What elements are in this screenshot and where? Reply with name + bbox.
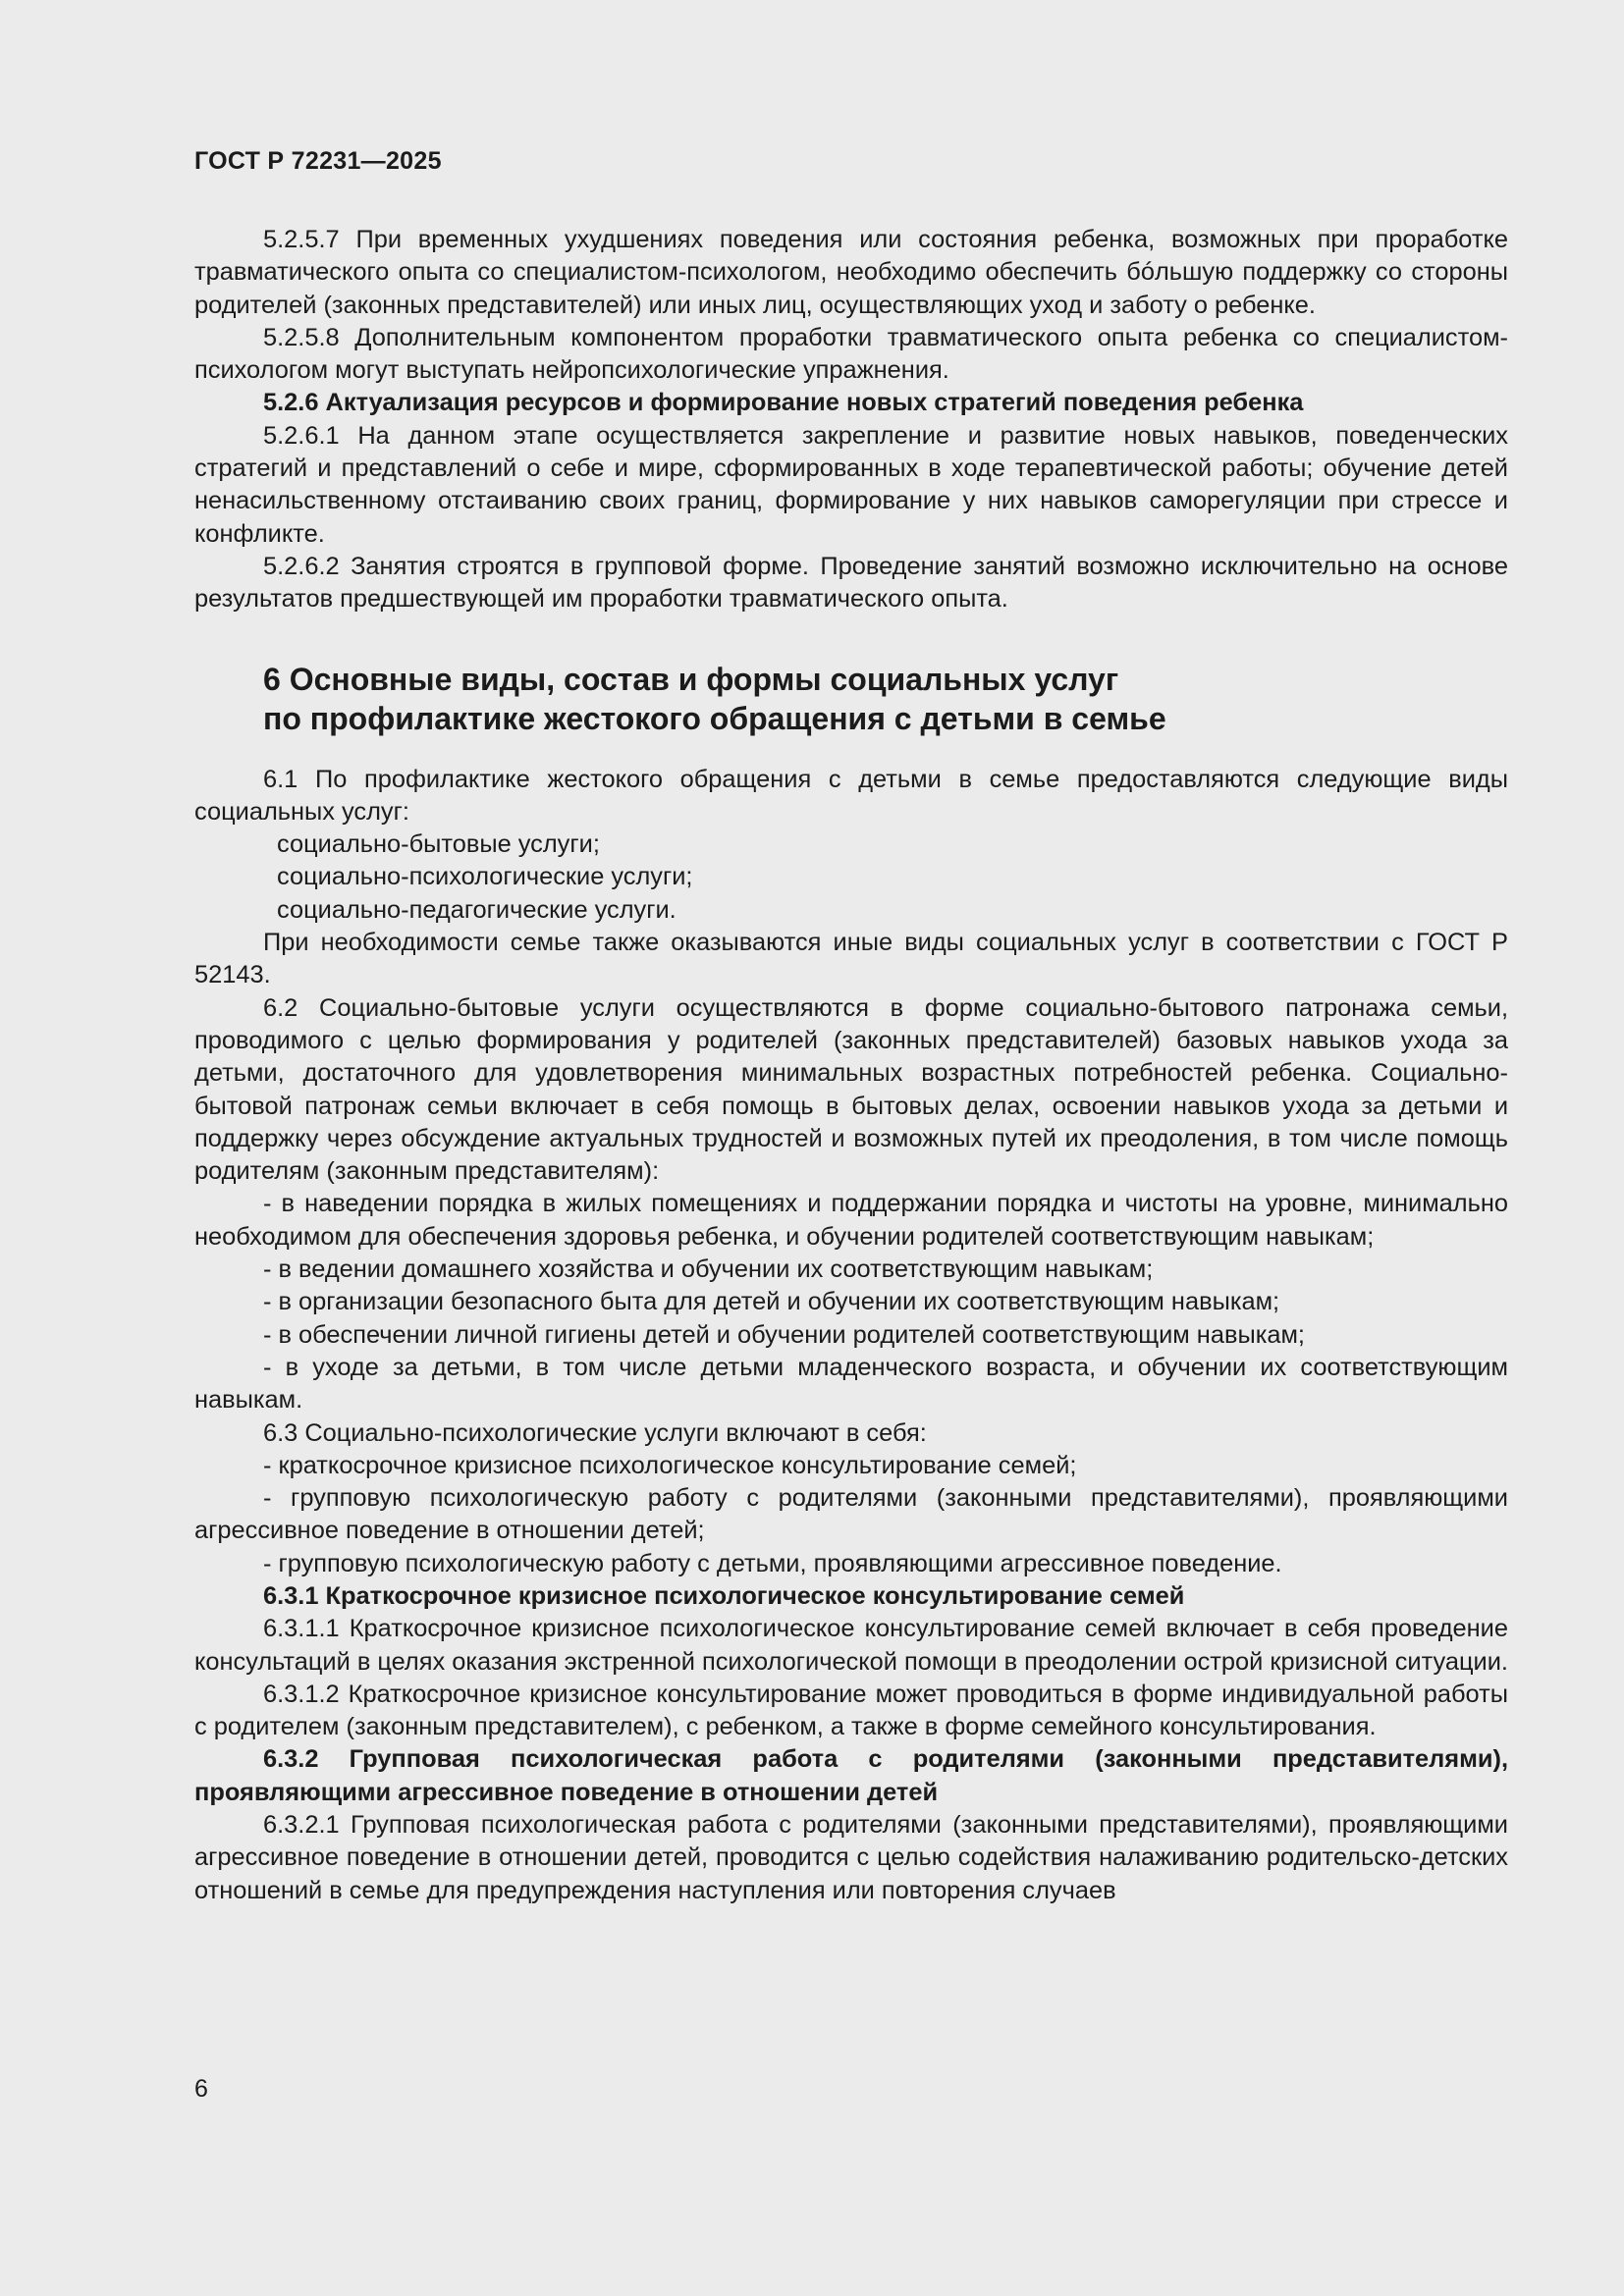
section-title-line-1: 6 Основные виды, состав и формы социальных услуг	[263, 661, 1119, 697]
page-number: 6	[194, 2075, 208, 2103]
list-item: - в обеспечении личной гигиены детей и обучении родителей соответствующим навыкам;	[263, 1320, 1305, 1349]
list-item: - краткосрочное кризисное психологическое консультирование семей;	[263, 1451, 1077, 1479]
list-item: - в наведении порядка в жилых помещениях и поддержании порядка и чистоты на уровне, минимально необходимом для обеспечения здоровья ребенка, и обучении родителей соответствующим навыкам;	[194, 1190, 1508, 1251]
paragraph-6-1-extra: При необходимости семье также оказываются иные виды социальных услуг в соответствии с ГОСТ Р 52143.	[194, 929, 1508, 989]
paragraph-6-3-1-2: 6.3.1.2 Краткосрочное кризисное консультирование может проводиться в форме индивидуальной работы с родителем (законным представителем), с ребенком, а также в форме семейного консультирования.	[194, 1680, 1508, 1741]
paragraph-5-2-6-1: 5.2.6.1 На данном этапе осуществляется закрепление и развитие новых навыков, поведенческих стратегий и представлений о себе и мире, сформированных в ходе терапевтической работы; обучение детей ненасильственному отстаиванию своих границ, формирование у них навыков саморегуляции при стрессе и конфликте.	[194, 421, 1508, 548]
paragraph-6-2: 6.2 Социально-бытовые услуги осуществляются в форме социально-бытового патронажа семьи, проводимого с целью формирования у родителей (законных представителей) базовых навыков ухода за детьми, достаточного для удовлетворения минимальных возрастных потребностей ребенка. Социально-бытовой патронаж семьи включает в себя помощь в бытовых делах, освоении навыков ухода за детьми и поддержку через обсуждение актуальных трудностей и возможных путей их преодоления, в том числе помощь родителям (законным представителям):	[194, 993, 1508, 1186]
document-body	[194, 224, 1508, 1907]
list-item: социально-бытовые услуги;	[277, 830, 600, 859]
section-title-line-2: по профилактике жестокого обращения с детьми в семье	[263, 700, 1166, 736]
subsection-heading-6-3-2: 6.3.2 Групповая психологическая работа с родителями (законными представителями), проявляющими агрессивное поведение в отношении детей	[194, 1745, 1508, 1806]
list-item: - в организации безопасного быта для детей и обучении их соответствующим навыкам;	[263, 1288, 1280, 1316]
standard-header: ГОСТ Р 72231—2025	[194, 147, 442, 175]
subsection-heading-5-2-6: 5.2.6 Актуализация ресурсов и формирование новых стратегий поведения ребенка	[263, 389, 1304, 417]
list-item: социально-психологические услуги;	[277, 863, 693, 891]
subsection-heading-6-3-1: 6.3.1 Краткосрочное кризисное психологическое консультирование семей	[263, 1581, 1185, 1610]
paragraph-6-1: 6.1 По профилактике жестокого обращения с детьми в семье предоставляются следующие виды социальных услуг:	[194, 765, 1508, 826]
section-title-6	[194, 660, 1508, 738]
paragraph-6-3: 6.3 Социально-психологические услуги включают в себя:	[263, 1418, 927, 1447]
paragraph-6-3-2-1: 6.3.2.1 Групповая психологическая работа с родителями (законными представителями), проявляющими агрессивное поведение в отношении детей, проводится с целью содействия налаживанию родительско-детских отношений в семье для предупреждения наступления или повторения случаев	[194, 1811, 1508, 1904]
list-item: - в ведении домашнего хозяйства и обучении их соответствующим навыкам;	[263, 1255, 1154, 1284]
list-item: - в уходе за детьми, в том числе детьми младенческого возраста, и обучении их соответствующим навыкам.	[194, 1353, 1508, 1415]
list-item: - групповую психологическую работу с родителями (законными представителями), проявляющими агрессивное поведение в отношении детей;	[194, 1484, 1508, 1545]
list-item: социально-педагогические услуги.	[277, 895, 677, 924]
paragraph-5-2-6-2: 5.2.6.2 Занятия строятся в групповой форме. Проведение занятий возможно исключительно на основе результатов предшествующей им проработки травматического опыта.	[194, 552, 1508, 614]
paragraph-5-2-5-7: 5.2.5.7 При временных ухудшениях поведения или состояния ребенка, возможных при проработке травматического опыта со специалистом-психологом, необходимо обеспечить бóльшую поддержку со стороны родителей (законных представителей) или иных лиц, осуществляющих уход и заботу о ребенке.	[194, 226, 1508, 319]
list-item: - групповую психологическую работу с детьми, проявляющими агрессивное поведение.	[263, 1549, 1282, 1577]
paragraph-5-2-5-8: 5.2.5.8 Дополнительным компонентом проработки травматического опыта ребенка со специалистом-психологом могут выступать нейропсихологические упражнения.	[194, 323, 1508, 385]
paragraph-6-3-1-1: 6.3.1.1 Краткосрочное кризисное психологическое консультирование семей включает в себя проведение консультаций в целях оказания экстренной психологической помощи в преодолении острой кризисной ситуации.	[194, 1615, 1508, 1676]
